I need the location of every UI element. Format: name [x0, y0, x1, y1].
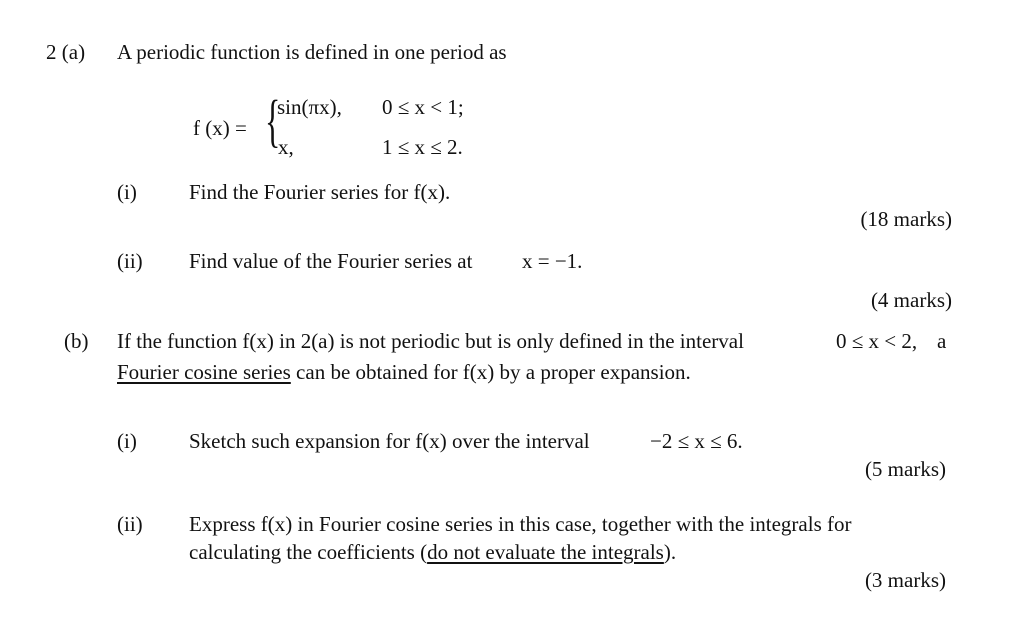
part-a-i-label: (i) — [117, 180, 137, 204]
part-b-i-math: −2 ≤ x ≤ 6. — [650, 429, 743, 453]
part-b-ii-marks: (3 marks) — [864, 568, 946, 592]
part-b-ii-line2-pre: calculating the coefficients ( — [189, 540, 428, 564]
part-a-i-text: Find the Fourier series for f(x). — [189, 180, 451, 204]
part-b-line1-end: a — [937, 329, 947, 353]
fourier-cosine-series-term: Fourier cosine series — [117, 360, 291, 384]
do-not-evaluate-note: do not evaluate the integrals — [427, 540, 664, 564]
part-b-line1-text: If the function f(x) in 2(a) is not periodic but is only defined in the interval — [117, 329, 744, 353]
part-b-line2 — [117, 360, 691, 385]
part-a-ii-math: x = −1. — [522, 249, 583, 273]
part-b-i-marks: (5 marks) — [864, 457, 946, 481]
case2-condition: 1 ≤ x ≤ 2. — [382, 135, 463, 159]
formula-lhs: f (x) = — [193, 116, 247, 140]
case1-condition: 0 ≤ x < 1; — [382, 95, 464, 119]
part-b-ii-label: (ii) — [117, 512, 143, 536]
part-b-ii-line1: Express f(x) in Fourier cosine series in this case, together with the integrals for — [189, 512, 852, 536]
part-b-ii-line2-post: ). — [663, 540, 677, 564]
left-brace-icon: { — [265, 88, 281, 153]
case2-expression: x, — [278, 135, 294, 159]
part-a-intro: A periodic function is defined in one period as — [117, 40, 507, 64]
part-b-ii-line2 — [189, 540, 676, 565]
part-b-line1-math: 0 ≤ x < 2, — [836, 329, 918, 353]
part-b-i-label: (i) — [117, 429, 137, 453]
part-b-label: (b) — [64, 329, 89, 353]
part-b-i-text: Sketch such expansion for f(x) over the interval — [189, 429, 590, 453]
question-number: 2 (a) — [46, 40, 86, 64]
case1-expression: sin(πx), — [277, 95, 342, 119]
part-a-i-marks: (18 marks) — [860, 207, 952, 231]
part-a-ii-marks: (4 marks) — [870, 288, 952, 312]
part-a-ii-label: (ii) — [117, 249, 143, 273]
part-a-ii-text: Find value of the Fourier series at — [189, 249, 473, 273]
part-b-line2-rest: can be obtained for f(x) by a proper expansion. — [290, 360, 691, 384]
